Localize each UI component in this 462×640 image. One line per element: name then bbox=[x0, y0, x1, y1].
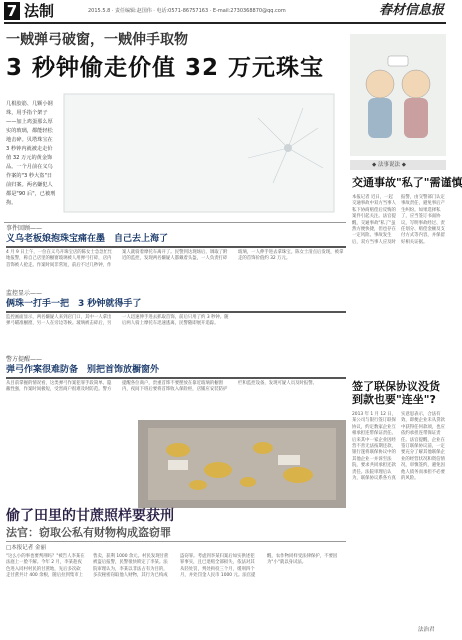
seized-jewelry-illustration bbox=[138, 420, 346, 508]
divider bbox=[6, 541, 346, 542]
sub1-text: 4 月 9 日上午，一位在义乌开珠宝店的陈女士急急忙忙地报警，称自己店里的橱窗玻璃被人用弹弓打碎，店内首饰被人抢走。作案时间非常短，前后不过几秒钟，作案人就骑着摩托车离开了。民警到达现场后，调取了附近的监控，发现两名嫌疑人都戴着头盔，一人负责打碎玻璃，一人伸手进去拿珠宝。陈女士清点后发现，被拿走的首饰价值约 32 万元。 bbox=[6, 250, 344, 268]
divider bbox=[6, 246, 346, 248]
divider bbox=[6, 311, 346, 313]
sub2-title: 俩珠一打手一把 3 秒钟就得手了 bbox=[6, 299, 142, 309]
right-headline-2: 签了联保协议没货到款也要"连坐"? bbox=[352, 380, 440, 406]
right-text-2: 2013 年 1 月 12 日，某公司与银行签订联保协议，约定数家企业互相承担连带保证责任。后来其中一家企业因经营不善无法按期还款，银行遂将联保协议中的其他企业一并诉至法院，要求共同承担还款责任。法院审理后认为，联保协议系各方真实意思表示，合法有效，即便企业未从贷款中获得任何款项，也应依约承担连带保证责任。法官提醒，企业在签订联保协议前，一定要充分了解其他联保企业的经营状况和资信情况，审慎签约，避免因他人债务而承担不必要的风险。 bbox=[352, 412, 445, 482]
jewelry-photo bbox=[138, 420, 346, 508]
header-rule bbox=[4, 22, 446, 24]
right-text-1: 本报记者 近日，一起交通事故中双方当事人私下协商赔偿后反悔的案件引起关注。法官提醒，交通事故"私了"虽然方便快捷，但也存在一定风险。事故发生后，双方当事人应及时报警，由交警部门认定事故责任，避免事后产生纠纷。如果选择私了，应当签订书面协议，写明事故经过、责任划分、赔偿金额及支付方式等内容，并保留好相关证据。 bbox=[352, 195, 445, 245]
sub1-title: 义乌老板娘抱珠宝痛在墨 自己去上海了 bbox=[6, 234, 169, 244]
right-headline-1: 交通事故"私了"需谨慎 bbox=[352, 176, 462, 189]
sub3-text: 从目前掌握的情况看，这类弹弓作案犯罪手段简单、隐蔽性强，作案时间极短，受害商户很难及时防范。警方提醒各位商户，贵重首饰不要摆放在靠近玻璃的橱窗内，夜间下班后要将首饰收入保险柜，店铺应安装防护栏和监控设备，发现可疑人员及时报警。 bbox=[6, 381, 318, 393]
divider bbox=[6, 377, 346, 379]
case2-headline: 偷了田里的甘蔗照样要获刑 bbox=[6, 508, 174, 524]
divider bbox=[4, 222, 346, 223]
page-meta: 2015.5.8 · 责任编辑:赵国伟 · 电话:0571-86757163 · E-mail:2730368870@qq.com bbox=[88, 8, 286, 14]
right-column-label: ◆ 法事说法 ◆ bbox=[372, 162, 406, 168]
newspaper-name: 春材信息报 bbox=[378, 3, 444, 18]
lead-headline: 3 秒钟偷走价值 32 万元珠宝 bbox=[6, 55, 325, 81]
case2-text: "这么小的事也要判刑吗？"被告人李某在法庭上一脸不解。今年 2 月，李某趁夜色进入同村村民的甘蔗地，先后多次砍走甘蔗共计 400 余根，随后拉到集市上售卖，获利 1000 余元。村民发现甘蔗被盗后报警，民警很快锁定了李某。法院审理认为，李某以非法占有为目的，多次秘密窃取他人财物，其行为已构成盗窃罪。考虑到李某归案后如实供述犯罪事实，且已退赔全部损失，依法对其从轻处罚，判处拘役三个月，缓刑四个月，并处罚金人民币 1000 元。法官提醒，农作物同样受法律保护，不要因为"小"就以身试法。 bbox=[6, 554, 338, 579]
lead-intro: 几根胶筋、几颗小钢珠，用手指个架子——加上鸡蛋那么厚实的玻璃，都能轻松地击碎。贝塔珠宝在 3 秒钟内就被走走价值 32 万元的黄金饰品。一个月前在义乌作案的"3 秒大盗"日前归案。两名嫌犯人都是"90 后"，已被刑拘。 bbox=[6, 101, 56, 206]
case2-byline: □本报记者 金丽 bbox=[6, 545, 46, 551]
sub3-label: 警方提醒—— bbox=[6, 356, 43, 363]
shop-window-illustration bbox=[58, 88, 346, 218]
right-illustration bbox=[350, 34, 446, 156]
section-title: 法制 bbox=[24, 2, 55, 20]
lead-kicker: 一贼弹弓破窗，一贼伸手取物 bbox=[6, 32, 188, 48]
right-footer: 法治君 bbox=[418, 627, 435, 633]
sub3-title: 弹弓作案很难防备 别把首饰放橱窗外 bbox=[6, 365, 160, 375]
lead-photo bbox=[58, 88, 346, 218]
page-number: 7 bbox=[4, 2, 20, 20]
traffic-cartoon-illustration bbox=[350, 34, 446, 156]
sub2-label: 监控显示—— bbox=[6, 290, 43, 297]
case2-subheadline: 法官：窃取公私有财物构成盗窃罪 bbox=[6, 526, 171, 539]
sub2-text: 监控画面显示，两名嫌疑人来到店门口，其中一人拿出弹弓瞄准橱窗，另一人在旁边等候。玻璃被击碎后，另一人迅速伸手进去抓取首饰，前后只用了约 3 秒钟。随后两人骑上摩托车迅速逃离，民警随即展开追踪。 bbox=[6, 315, 229, 327]
sub1-label: 事件回顾—— bbox=[6, 225, 43, 232]
